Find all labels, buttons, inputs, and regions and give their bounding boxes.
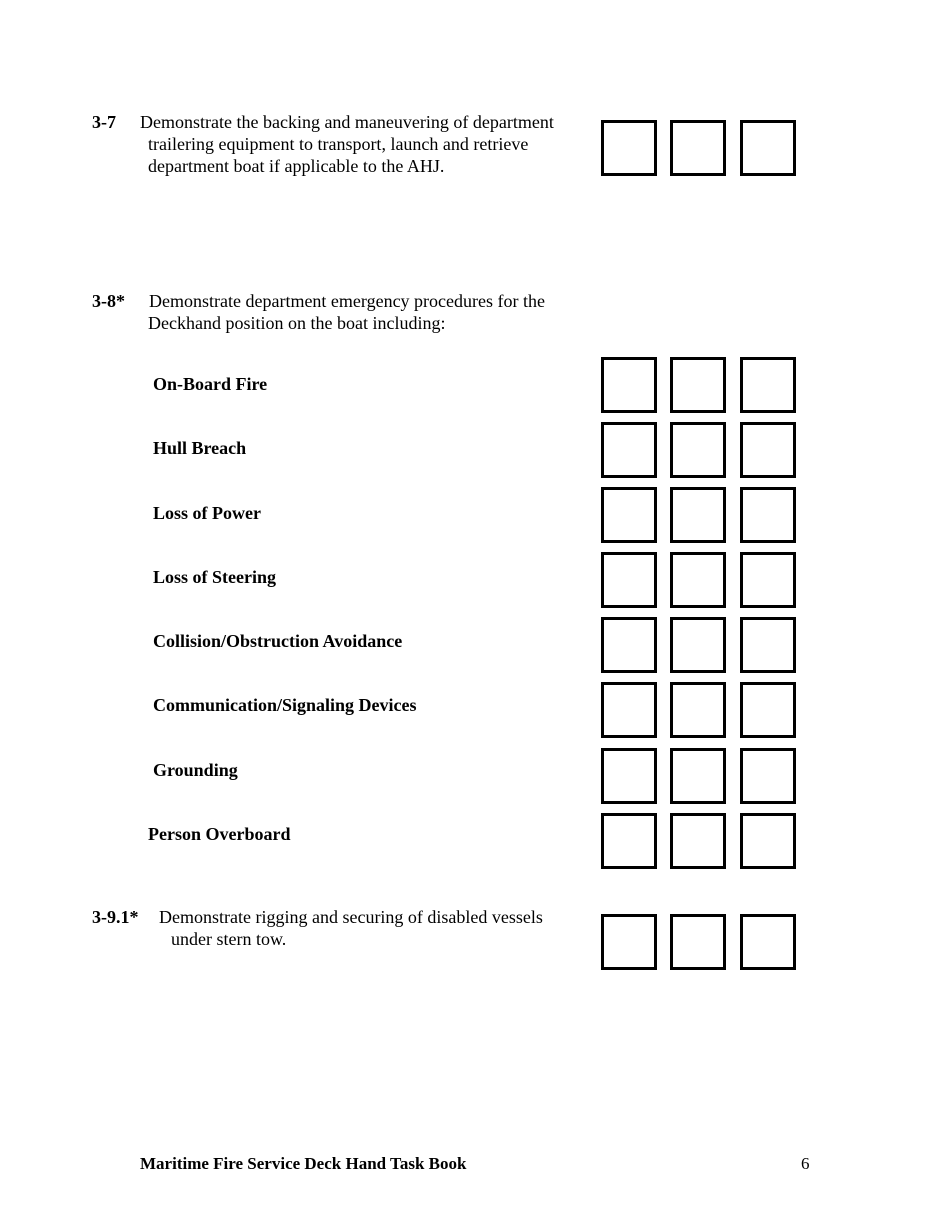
procedure-loss-of-steering: Loss of Steering	[153, 567, 276, 587]
signoff-checkbox-hull-breach-2[interactable]	[670, 422, 726, 478]
task-number-3-9-1: 3-9.1*	[92, 907, 139, 927]
signoff-checkbox-3-7-1[interactable]	[601, 120, 657, 176]
signoff-checkbox-person-overboard-1[interactable]	[601, 813, 657, 869]
task-number-3-7: 3-7	[92, 112, 116, 132]
signoff-checkbox-communication-3[interactable]	[740, 682, 796, 738]
task-3-7-line-1: Demonstrate the backing and maneuvering of department	[140, 112, 554, 132]
signoff-checkbox-communication-1[interactable]	[601, 682, 657, 738]
procedure-hull-breach: Hull Breach	[153, 438, 247, 458]
signoff-checkbox-3-7-3[interactable]	[740, 120, 796, 176]
task-3-7-line-2: trailering equipment to transport, launch and retrieve	[148, 134, 529, 154]
signoff-checkbox-on-board-fire-1[interactable]	[601, 357, 657, 413]
signoff-checkbox-3-7-2[interactable]	[670, 120, 726, 176]
signoff-checkbox-loss-of-power-2[interactable]	[670, 487, 726, 543]
signoff-checkbox-loss-of-power-1[interactable]	[601, 487, 657, 543]
procedure-person-overboard: Person Overboard	[148, 824, 291, 844]
signoff-checkbox-3-9-1-2[interactable]	[670, 914, 726, 970]
signoff-checkbox-grounding-2[interactable]	[670, 748, 726, 804]
signoff-checkbox-collision-1[interactable]	[601, 617, 657, 673]
task-3-9-1-line-2: under stern tow.	[171, 929, 287, 949]
task-3-8-line-2: Deckhand position on the boat including:	[148, 313, 446, 333]
signoff-checkbox-hull-breach-1[interactable]	[601, 422, 657, 478]
signoff-checkbox-loss-of-steering-2[interactable]	[670, 552, 726, 608]
page-number: 6	[801, 1154, 810, 1173]
footer-title: Maritime Fire Service Deck Hand Task Book	[140, 1154, 467, 1173]
signoff-checkbox-communication-2[interactable]	[670, 682, 726, 738]
task-3-7-line-3: department boat if applicable to the AHJ.	[148, 156, 445, 176]
procedure-grounding: Grounding	[153, 760, 238, 780]
procedure-collision-obstruction-avoidance: Collision/Obstruction Avoidance	[153, 631, 403, 651]
signoff-checkbox-3-9-1-3[interactable]	[740, 914, 796, 970]
signoff-checkbox-on-board-fire-2[interactable]	[670, 357, 726, 413]
signoff-checkbox-loss-of-steering-1[interactable]	[601, 552, 657, 608]
task-3-9-1-line-1: Demonstrate rigging and securing of disabled vessels	[159, 907, 543, 927]
signoff-checkbox-3-9-1-1[interactable]	[601, 914, 657, 970]
signoff-checkbox-grounding-3[interactable]	[740, 748, 796, 804]
task-3-8-line-1: Demonstrate department emergency procedures for the	[149, 291, 545, 311]
procedure-on-board-fire: On-Board Fire	[153, 374, 268, 394]
signoff-checkbox-person-overboard-3[interactable]	[740, 813, 796, 869]
signoff-checkbox-collision-3[interactable]	[740, 617, 796, 673]
procedure-loss-of-power: Loss of Power	[153, 503, 261, 523]
signoff-checkbox-grounding-1[interactable]	[601, 748, 657, 804]
signoff-checkbox-hull-breach-3[interactable]	[740, 422, 796, 478]
signoff-checkbox-loss-of-steering-3[interactable]	[740, 552, 796, 608]
signoff-checkbox-collision-2[interactable]	[670, 617, 726, 673]
signoff-checkbox-person-overboard-2[interactable]	[670, 813, 726, 869]
signoff-checkbox-on-board-fire-3[interactable]	[740, 357, 796, 413]
procedure-communication-signaling-devices: Communication/Signaling Devices	[153, 695, 417, 715]
task-number-3-8: 3-8*	[92, 291, 125, 311]
signoff-checkbox-loss-of-power-3[interactable]	[740, 487, 796, 543]
